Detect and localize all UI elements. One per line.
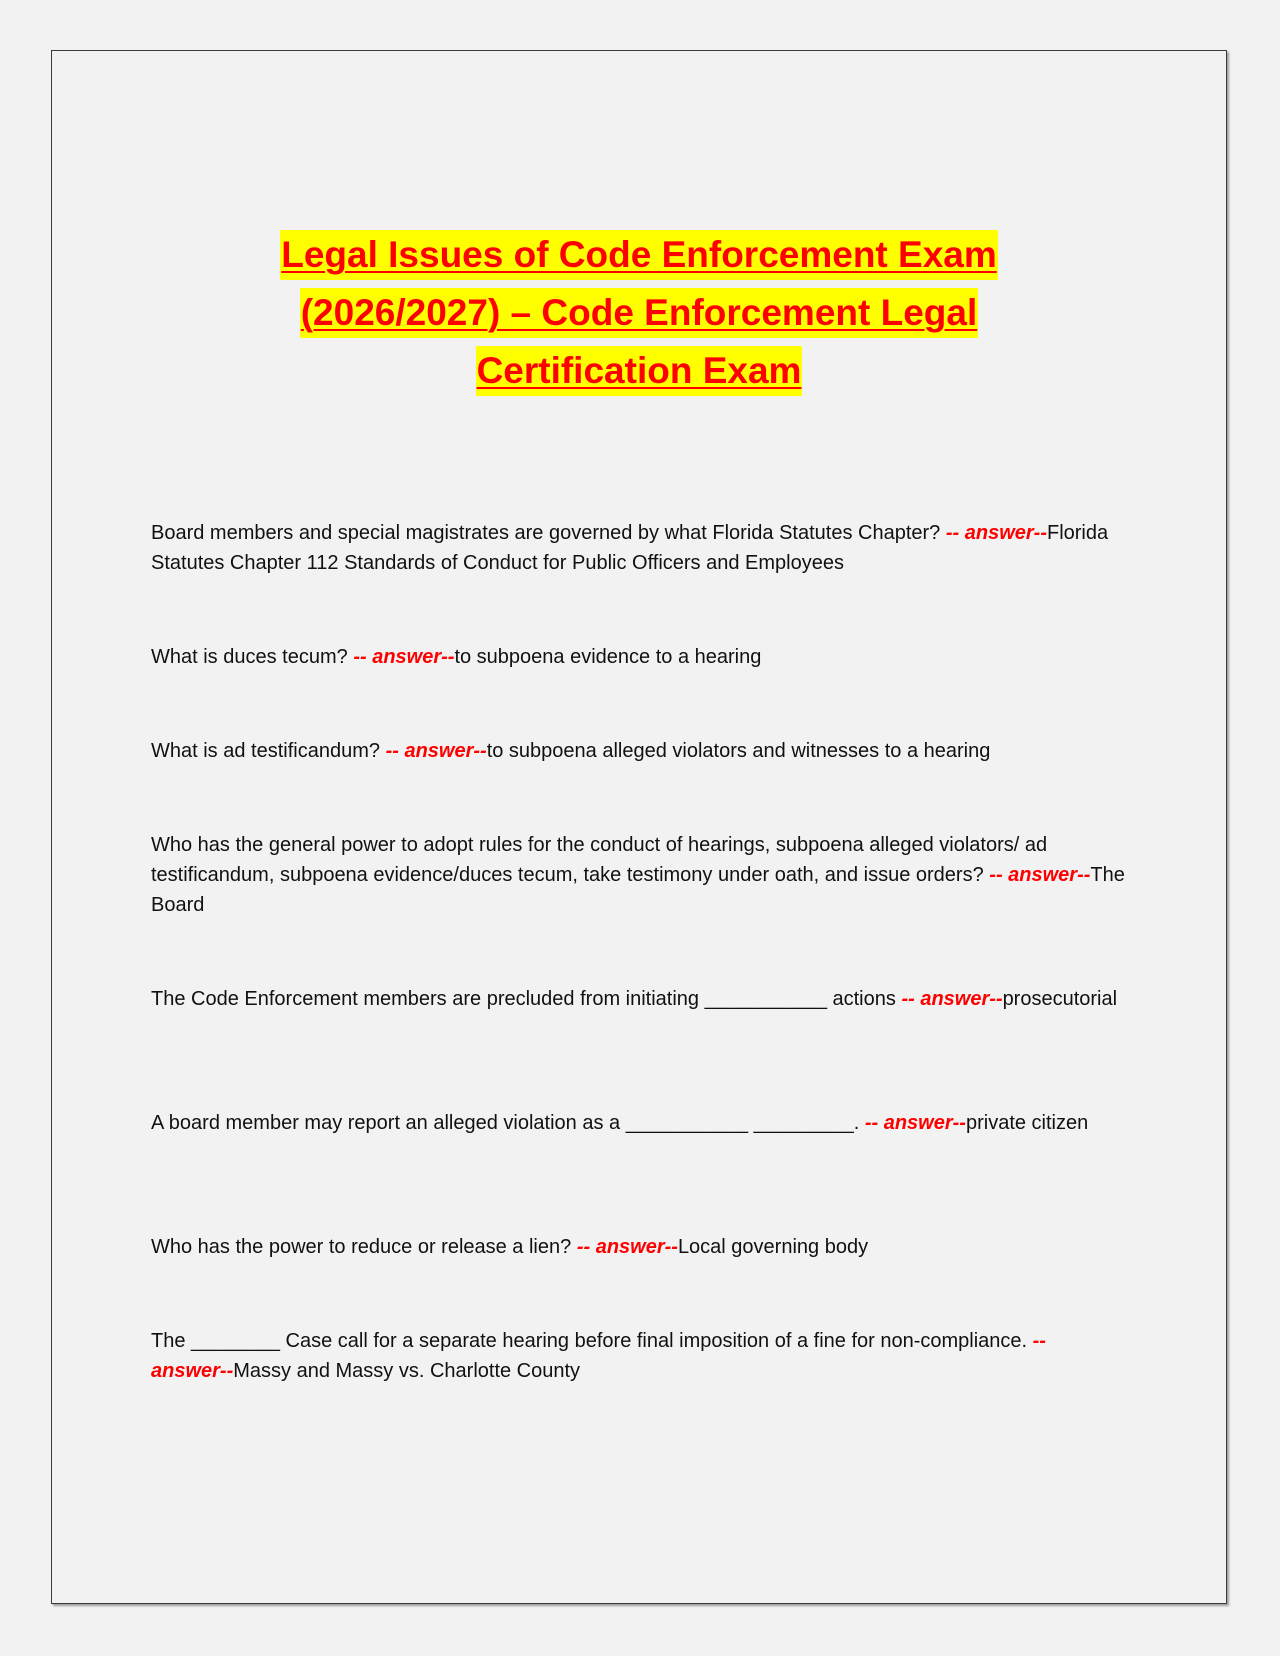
- qa-item-5: [151, 984, 1127, 1014]
- answer-separator: -- answer--: [864, 1112, 966, 1134]
- question-text: What is duces tecum?: [151, 646, 354, 668]
- question-text: The Code Enforcement members are precluded from initiating ___________ actions: [151, 988, 902, 1010]
- qa-item-7: [151, 1232, 1127, 1262]
- question-text: Who has the power to reduce or release a lien?: [151, 1236, 577, 1258]
- title-line-1: Legal Issues of Code Enforcement Exam: [280, 230, 998, 280]
- answer-text: to subpoena alleged violators and witnesses to a hearing: [486, 740, 991, 762]
- question-text: What is ad testificandum?: [151, 740, 386, 762]
- question-text: Who has the general power to adopt rules for the conduct of hearings, subpoena alleged violators/ ad testificandum, subpoena evidence/duces tecum, take testimony under oath, and issue orders?: [151, 834, 1048, 886]
- answer-text: Florida Statutes Chapter 112 Standards of Conduct for Public Officers and Employees: [151, 522, 1109, 574]
- answer-separator: -- answer--: [576, 1236, 678, 1258]
- answer-separator: -- answer--: [989, 864, 1091, 886]
- answer-text: Local governing body: [677, 1236, 869, 1258]
- answer-text: private citizen: [965, 1112, 1089, 1134]
- qa-item-3: [151, 736, 1127, 766]
- title-line-2: (2026/2027) – Code Enforcement Legal: [300, 288, 979, 338]
- answer-text: Massy and Massy vs. Charlotte County: [233, 1360, 581, 1382]
- question-text: A board member may report an alleged violation as a ___________ _________.: [151, 1112, 865, 1134]
- qa-item-6: [151, 1108, 1127, 1138]
- qa-item-8: [151, 1326, 1127, 1386]
- qa-item-4: [151, 830, 1127, 920]
- answer-separator: -- answer--: [151, 1330, 1046, 1382]
- answer-text: The Board: [151, 864, 1125, 916]
- answer-separator: -- answer--: [353, 646, 455, 668]
- title-line-3: Certification Exam: [476, 346, 803, 396]
- qa-item-1: [151, 518, 1127, 578]
- answer-separator: -- answer--: [945, 522, 1047, 544]
- qa-item-2: [151, 642, 1127, 672]
- question-text: Board members and special magistrates are governed by what Florida Statutes Chapter?: [151, 522, 946, 544]
- answer-separator: -- answer--: [385, 740, 487, 762]
- answer-text: to subpoena evidence to a hearing: [454, 646, 762, 668]
- answer-separator: -- answer--: [901, 988, 1003, 1010]
- question-text: The ________ Case call for a separate hearing before final imposition of a fine for non-compliance.: [151, 1330, 1033, 1352]
- document-title: [151, 226, 1127, 400]
- answer-text: prosecutorial: [1002, 988, 1118, 1010]
